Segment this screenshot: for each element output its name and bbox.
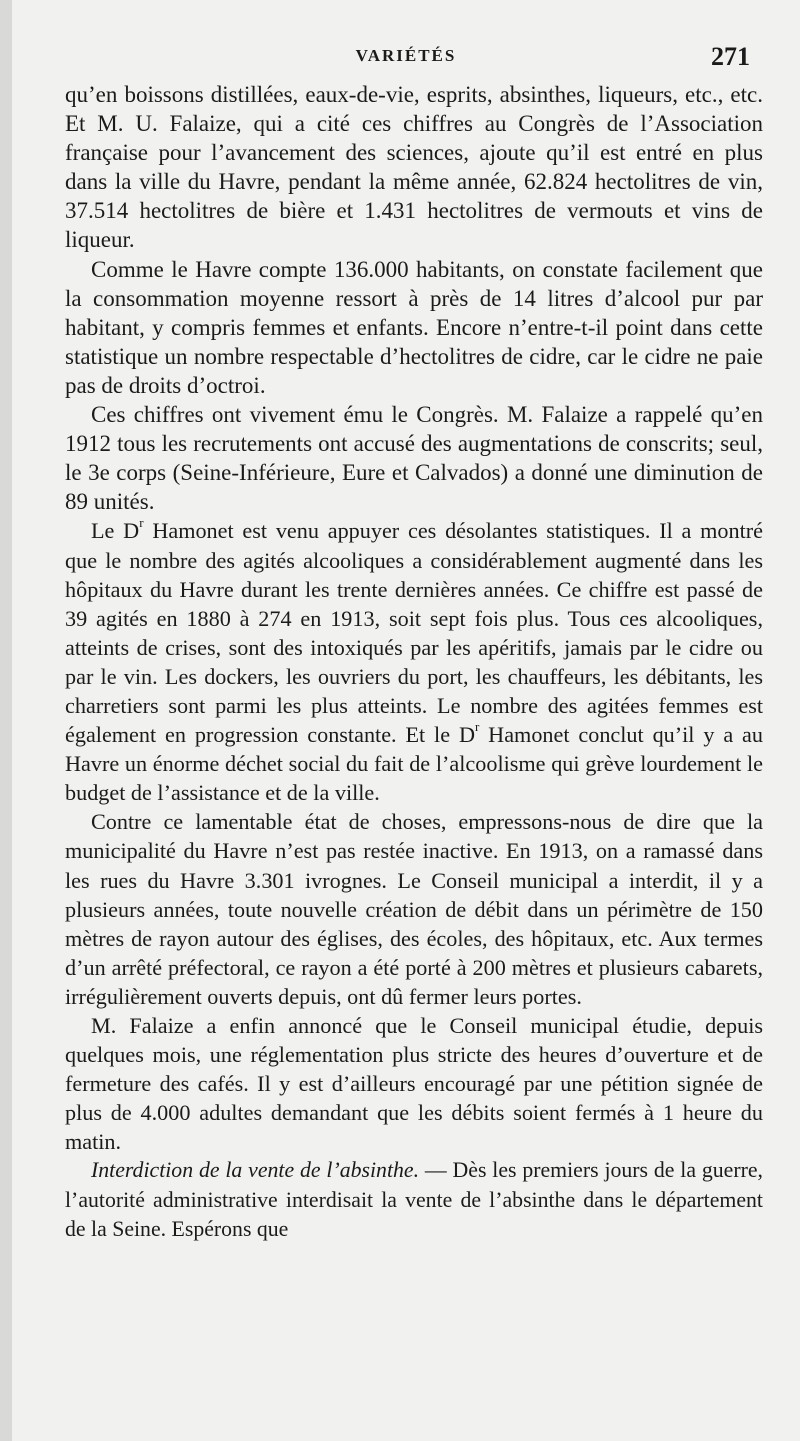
paragraph-7 — [65, 1156, 763, 1243]
paragraph-6: M. Falaize a enfin annoncé que le Conseil municipal étudie, depuis quelques mois, une réglementation plus stricte des heures d’ouverture et de fermeture des cafés. Il y est d’ailleurs encouragé par une pétition signée de plus de 4.000 adultes demandant que les débits soient fermés à 1 heure du matin. — [65, 1013, 763, 1155]
body-text — [65, 80, 763, 1244]
paragraph-4-part-c: Hamonet conclut qu’il y a au Havre un énorme déchet social du fait de l’alcoolisme qui grève lourdement le budget de l’assistance et de la ville. — [65, 722, 763, 806]
paragraph-5: Contre ce lamentable état de choses, empressons-nous de dire que la municipalité du Havre n’est pas restée inactive. En 1913, on a ramassé dans les rues du Havre 3.301 ivrognes. Le Conseil municipal a interdit, il y a plusieurs années, toute nouvelle création de débit dans un périmètre de 150 mètres de rayon autour des églises, des écoles, des hôpitaux, etc. Aux termes d’un arrêté préfectoral, ce rayon a été porté à 200 mètres et plusieurs cabarets, irrégulièrement ouverts depuis, ont dû fermer leurs portes. — [65, 809, 763, 1009]
paragraph-2: Comme le Havre compte 136.000 habitants, on constate facilement que la consommation moyenne ressort à près de 14 litres d’alcool pur par habitant, y compris femmes et enfants. Encore n’entre-t-il point dans cette statistique un nombre respectable d’hectolitres de cidre, car le cidre ne paie pas de droits d’octroi. — [65, 256, 763, 398]
running-head — [12, 42, 800, 72]
section-heading-absinthe: Interdiction de la vente de l’absinthe. — [91, 1158, 420, 1183]
paragraph-3: Ces chiffres ont vivement ému le Congrès. M. Falaize a rappelé qu’en 1912 tous les recrutements ont accusé des augmentations de conscrits; seul, le 3e corps (Seine-Inférieure, Eure et Calvados) a donné une diminution de 89 unités. — [65, 402, 763, 515]
doctor-abbreviation-superscript: r — [474, 719, 480, 735]
doctor-abbreviation-superscript: r — [139, 515, 144, 531]
paragraph-4-part-a: Le D — [91, 518, 140, 544]
page-number: 271 — [711, 42, 750, 71]
paragraph-4-part-b: Hamonet est venu appuyer ces désolantes statistiques. Il a montré que le nombre des agités alcooliques a considérablement augmenté dans les hôpitaux du Havre durant les trente dernières années. Ce chiffre est passé de 39 agités en 1880 à 274 en 1913, soit sept fois plus. Tous ces alcooliques, atteints de crises, sont des intoxiqués par les apéritifs, jamais par le cidre ou par le vin. Les dockers, les ouvriers du port, les chauffeurs, les débitants, les charretiers sont parmi les plus atteints. Le nombre des agitées femmes est également en progression constante. Et le D — [65, 518, 763, 748]
header-title: VARIÉTÉS — [355, 46, 457, 65]
paragraph-7-text: — Dès les premiers jours de la guerre, l’autorité administrative interdisait la vente de l’absinthe dans le département de la Seine. Espérons que — [65, 1158, 763, 1241]
paragraph-1: qu’en boissons distillées, eaux-de-vie, esprits, absinthes, liqueurs, etc., etc. Et M. U. Falaize, qui a cité ces chiffres au Congrès de l’Association française pour l’avancement des sciences, ajoute qu’il est entré en plus dans la ville du Havre, pendant la même année, 62.824 hectolitres de vin, 37.514 hectolitres de bière et 1.431 hectolitres de vermouts et vins de liqueur. — [65, 82, 763, 253]
paragraph-4 — [65, 516, 763, 807]
